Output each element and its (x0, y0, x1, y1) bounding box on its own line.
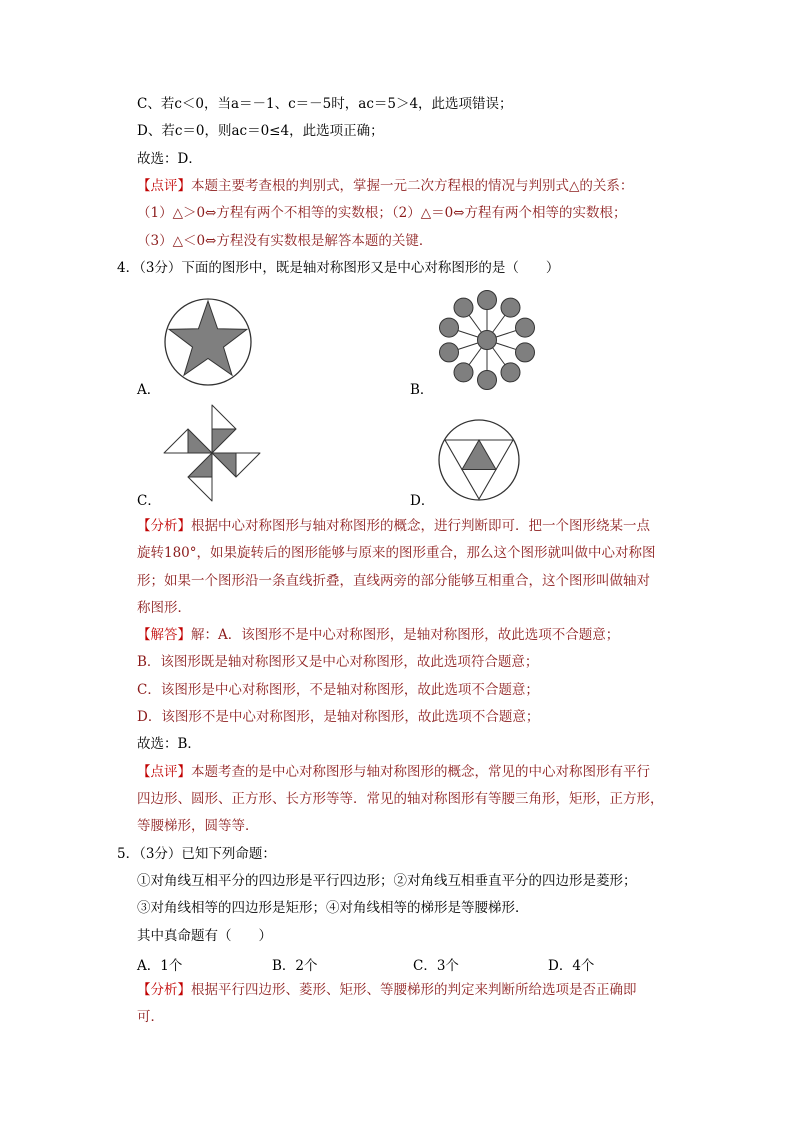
figure-c-label: C． (137, 493, 161, 509)
analysis-text: 根据中心对称图形与轴对称图形的概念，进行判断即可．把一个图形绕某一点 (191, 518, 650, 534)
q5-propositions-2: ③对角线相等的四边形是矩形；④对角线相等的梯形是等腰梯形． (137, 900, 529, 916)
analysis-tag: 【分析】 (137, 518, 191, 534)
q4-analysis-line-2: 旋转180°，如果旋转后的图形能够与原来的图形重合，那么这个图形就叫做中心对称图 (137, 545, 656, 561)
q5-option-a: A．1个 (137, 958, 183, 974)
q4-stem: 4．（3分）下面的图形中，既是轴对称图形又是中心对称图形的是（ ） (117, 260, 560, 276)
q5-analysis-line-2: 可． (137, 1009, 164, 1025)
q5-option-d: D．4个 (548, 958, 595, 974)
analysis-text: 根据平行四边形、菱形、矩形、等腰梯形的判定来判断所给选项是否正确即 (191, 982, 637, 998)
q4-solution-line-3: C．该图形是中心对称图形，不是轴对称图形，故此选项不合题意； (137, 682, 539, 698)
q5-option-b: B．2个 (272, 958, 318, 974)
q4-solution (137, 626, 619, 644)
q3-option-d-text: D、若c＝0，则ac＝0≤4，此选项正确； (137, 123, 384, 139)
q4-analysis (137, 517, 650, 535)
figure-d-label: D． (410, 493, 435, 509)
q3-comment (137, 177, 633, 195)
comment-text: 本题主要考查根的判别式，掌握一元二次方程根的情况与判别式△的关系： (191, 178, 634, 194)
q4-comment-line-2: 四边形、圆形、正方形、长方形等等．常见的轴对称图形有等腰三角形，矩形，正方形， (137, 791, 664, 807)
q4-comment (137, 763, 650, 781)
solution-tag: 【解答】 (137, 627, 191, 643)
q5-question: 其中真命题有（ ） (137, 928, 272, 944)
q3-option-c-text: C、若c＜0，当a＝－1、c＝－5时，ac＝5＞4，此选项错误； (137, 96, 513, 112)
analysis-tag: 【分析】 (137, 982, 191, 998)
q4-analysis-line-3: 形；如果一个图形沿一条直线折叠，直线两旁的部分能够互相重合，这个图形叫做轴对 (137, 573, 650, 589)
figure-d-circle-triangle (438, 418, 522, 502)
comment-tag: 【点评】 (137, 764, 191, 780)
figure-a-circle-star (163, 297, 255, 389)
q5-propositions-1: ①对角线互相平分的四边形是平行四边形；②对角线互相垂直平分的四边形是菱形； (137, 873, 637, 889)
figure-b-label: B． (410, 382, 434, 398)
q5-analysis (137, 981, 637, 999)
q5-stem: 5．（3分）已知下列命题： (117, 846, 276, 862)
q5-option-c: C．3个 (413, 958, 459, 974)
q4-solution-line-4: D．该图形不是中心对称图形，是轴对称图形，故此选项不合题意； (137, 709, 540, 725)
comment-tag: 【点评】 (137, 178, 191, 194)
figure-c-pinwheel (163, 404, 261, 502)
q3-comment-line-3: （3）△＜0⇔方程没有实数根是解答本题的关键． (137, 233, 433, 249)
q3-comment-line-2: （1）△＞0⇔方程有两个不相等的实数根；（2）△＝0⇔方程有两个相等的实数根； (137, 205, 627, 221)
figure-a-label: A． (137, 382, 161, 398)
comment-text: 本题考查的是中心对称图形与轴对称图形的概念，常见的中心对称图形有平行 (191, 764, 650, 780)
q4-solution-line-2: B．该图形既是轴对称图形又是中心对称图形，故此选项符合题意； (137, 654, 539, 670)
q4-analysis-line-4: 称图形． (137, 600, 191, 616)
q4-answer: 故选：B． (137, 736, 201, 752)
solution-text: 解：A．该图形不是中心对称图形，是轴对称图形，故此选项不合题意； (191, 627, 620, 643)
q3-answer: 故选：D． (137, 151, 202, 167)
q4-comment-line-3: 等腰梯形，圆等等． (137, 818, 259, 834)
figure-b-flower (436, 289, 538, 391)
